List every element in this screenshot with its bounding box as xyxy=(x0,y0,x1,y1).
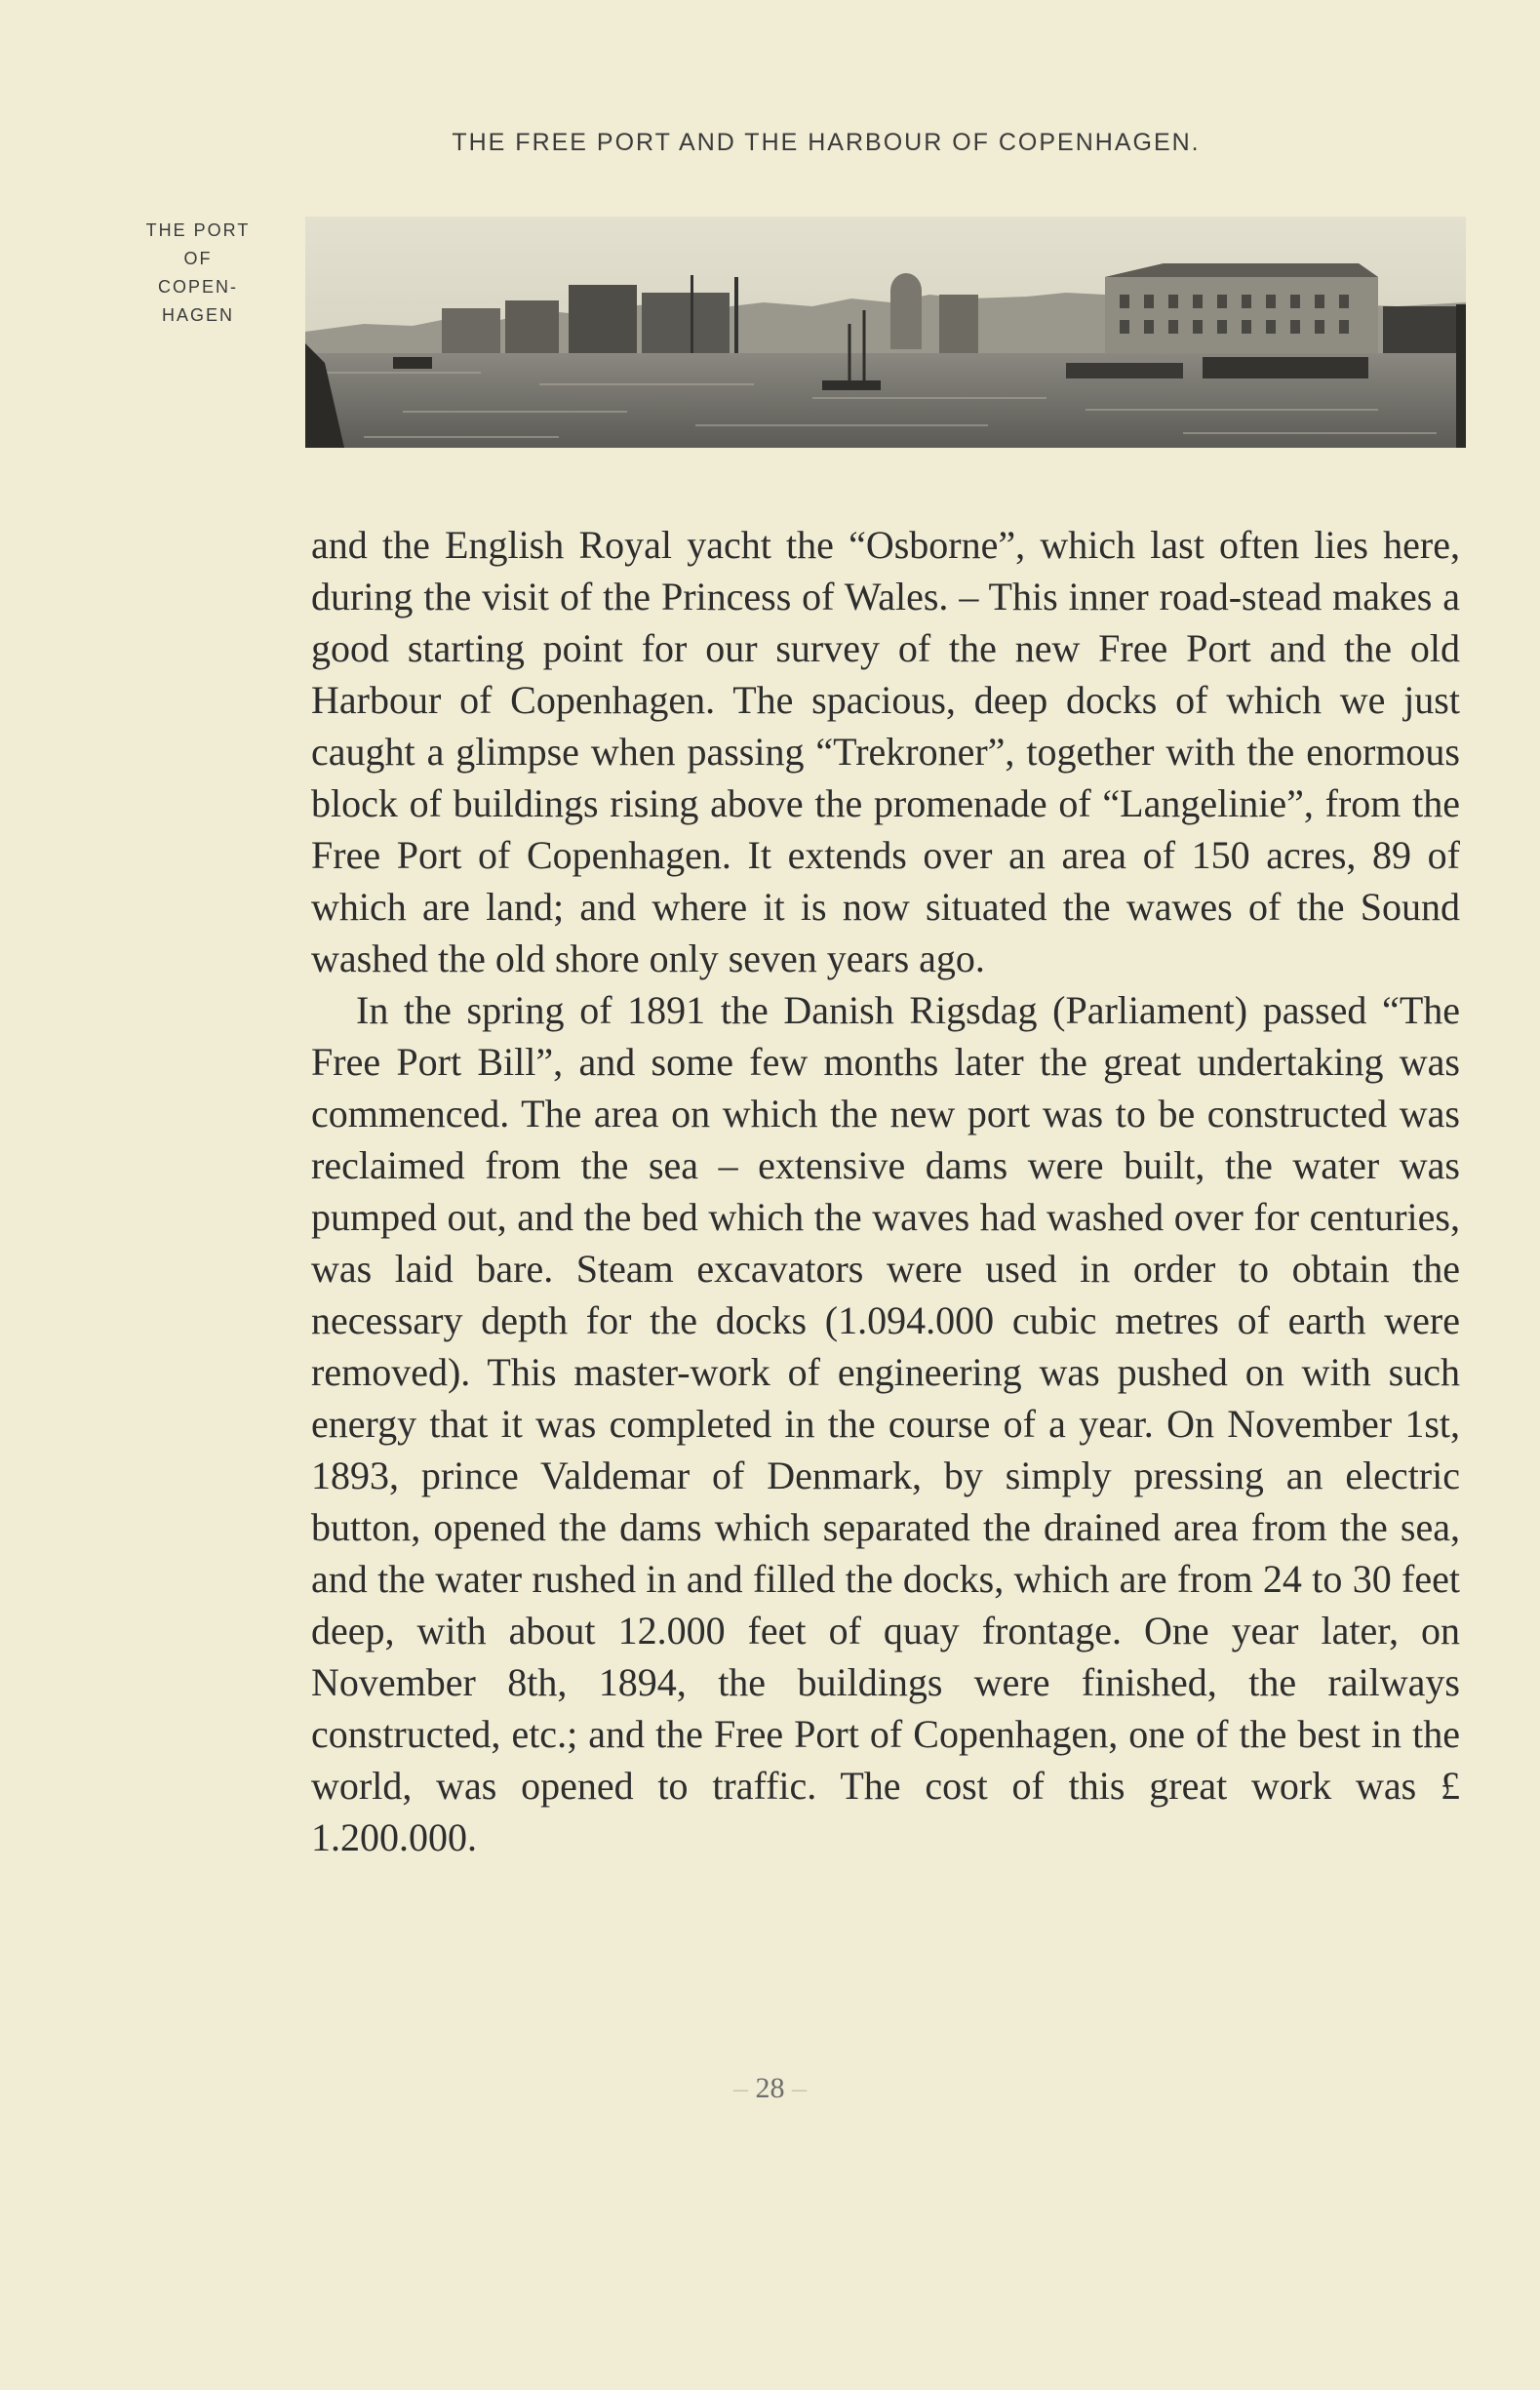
page-number: – 28 – xyxy=(733,2072,807,2104)
page-number-value: 28 xyxy=(755,2072,785,2104)
margin-note-line: OF xyxy=(183,249,213,268)
margin-note-line: COPEN- xyxy=(157,277,238,297)
paragraph: In the spring of 1891 the Danish Rigsdag (Parliament) passed “The Free Port Bill”, and some few months later the great undertaking was commenced. The area on which the new port was to be constructed was reclaimed from the sea – extensive dams were built, the water was pumped out, and the bed which the waves had washed over for centuries, was laid bare. Steam excavators were used in order to obtain the necessary depth for the docks (1.094.000 cubic metres of earth were removed). This master-work of engineering was pushed on with such energy that it was completed in the course of a year. On November 1st, 1893, prince Valdemar of Denmark, by simply pressing an electric button, opened the dams which separated the drained area from the sea, and the water rushed in and filled the docks, which are from 24 to 30 feet deep, with about 12.000 feet of quay frontage. One year later, on November 8th, 1894, the buildings were finished, the railways constructed, etc.; and the Free Port of Copenhagen, one of the best in the world, was opened to traffic. The cost of this great work was £ 1.200.000. xyxy=(311,988,1460,1859)
body-text xyxy=(311,519,1460,1863)
margin-note xyxy=(115,217,281,330)
running-header: THE FREE PORT AND THE HARBOUR OF COPENHAGEN. xyxy=(452,129,1201,156)
margin-note-line: THE PORT xyxy=(145,220,251,240)
paragraph: and the English Royal yacht the “Osborne”, which last often lies here, during the visit of the Princess of Wales. – This inner road-stead makes a good starting point for our survey of the new Free Port and the old Harbour of Copenhagen. The spacious, deep docks of which we just caught a glimpse when passing “Trekroner”, together with the enormous block of buildings rising above the promenade of “Langelinie”, from the Free Port of Copenhagen. It extends over an area of 150 acres, 89 of which are land; and where it is now situated the wawes of the Sound washed the old shore only seven years ago. xyxy=(311,523,1460,980)
margin-note-line: HAGEN xyxy=(161,305,234,325)
harbour-photograph-drawing xyxy=(305,217,1466,448)
harbour-photograph xyxy=(305,217,1466,448)
